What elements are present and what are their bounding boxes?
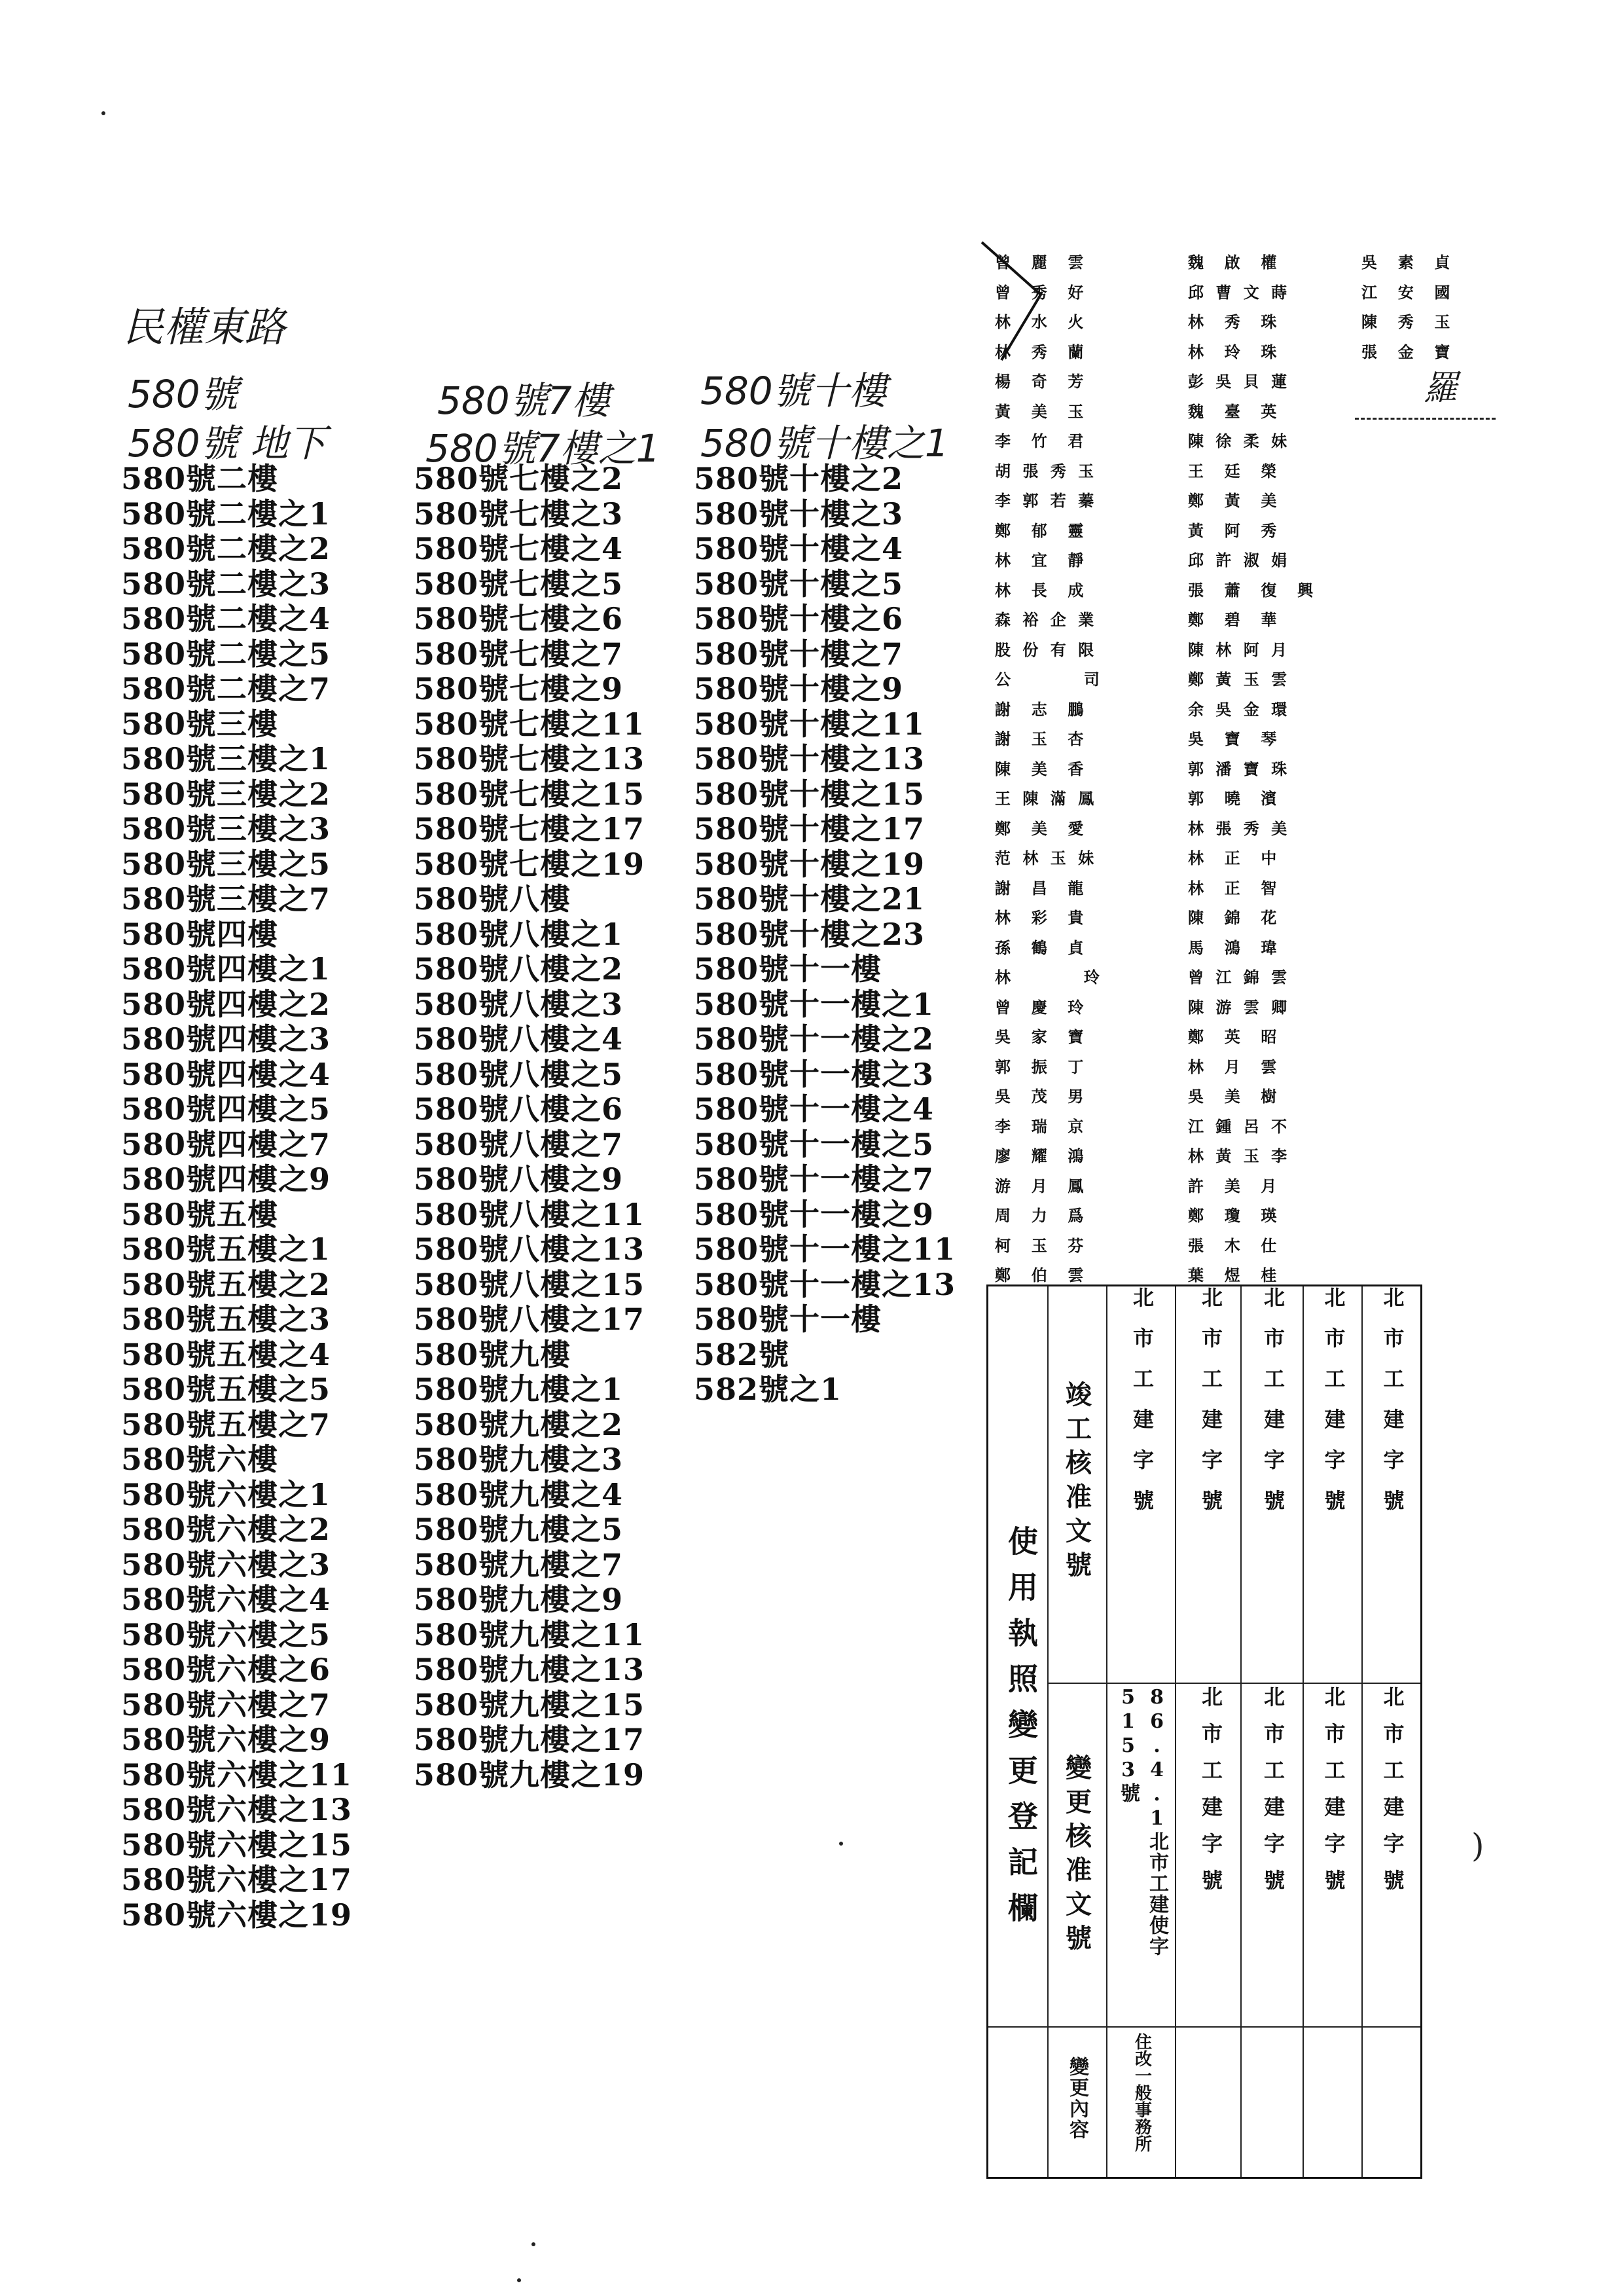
address-entry: 580號七樓之2 — [414, 461, 624, 496]
address-entry: 580號八樓之7 — [414, 1126, 624, 1162]
check-mark-icon — [975, 236, 1054, 367]
street-name-handwritten: 民權東路 — [123, 303, 286, 351]
address-column-1 — [121, 462, 352, 1933]
address-entry: 580號六樓之13 — [121, 1792, 353, 1827]
col2-note-b: 580號7樓之1 — [425, 426, 660, 471]
address-entry: 580號七樓之3 — [414, 496, 624, 532]
address-entry: 580號五樓之7 — [121, 1406, 331, 1442]
address-entry: 580號二樓之7 — [121, 671, 331, 706]
address-entry: 580號六樓之15 — [121, 1827, 353, 1863]
address-entry: 580號七樓之15 — [414, 776, 645, 812]
address-entry: 580號八樓之2 — [414, 951, 624, 987]
address-entry: 580號十樓之2 — [694, 461, 904, 496]
address-entry: 580號九樓之4 — [414, 1476, 624, 1512]
address-entry: 580號四樓之9 — [121, 1161, 331, 1197]
address-entry: 580號六樓之19 — [121, 1897, 353, 1933]
address-entry: 580號十樓之5 — [694, 566, 904, 602]
top-right-handwritten-mark: 羅 — [1424, 369, 1458, 408]
address-entry: 580號九樓之5 — [414, 1512, 624, 1547]
address-entry: 580號八樓之4 — [414, 1021, 624, 1057]
address-entry: 580號七樓之4 — [414, 531, 624, 566]
address-entry: 582號之1 — [694, 1372, 842, 1407]
row3-approval: 北市工建字號 — [1261, 1686, 1285, 1906]
row4-completion: 北市工建字號 — [1321, 1286, 1346, 1530]
table-col-divider — [1361, 1286, 1363, 2177]
address-entry: 580號十樓之17 — [694, 811, 926, 847]
address-entry: 580號七樓之13 — [414, 741, 645, 776]
address-entry: 580號八樓之5 — [414, 1056, 624, 1092]
address-entry: 580號十一樓之9 — [694, 1196, 935, 1232]
address-entry: 580號九樓之13 — [414, 1652, 645, 1687]
row4-approval: 北市工建字號 — [1321, 1686, 1346, 1906]
address-entry: 580號十樓之11 — [694, 706, 926, 742]
address-entry: 580號九樓 — [414, 1336, 571, 1372]
address-entry: 580號六樓 — [121, 1442, 279, 1477]
address-entry: 580號六樓之4 — [121, 1582, 331, 1617]
table-col-divider — [1047, 1286, 1049, 2177]
address-entry: 580號八樓之13 — [414, 1231, 645, 1267]
table-col-divider — [1303, 1286, 1304, 2177]
address-entry: 580號四樓之5 — [121, 1091, 331, 1127]
scan-speck — [531, 2242, 535, 2246]
address-entry: 580號三樓之1 — [121, 741, 331, 776]
address-entry: 580號五樓之2 — [121, 1266, 331, 1302]
address-entry: 580號八樓之9 — [414, 1161, 624, 1197]
address-entry: 580號十一樓之1 — [694, 986, 935, 1022]
address-entry: 580號七樓之9 — [414, 671, 624, 706]
address-entry: 580號十樓之19 — [694, 846, 926, 882]
address-entry: 580號十樓之3 — [694, 496, 904, 532]
row1-completion: 北市工建字號 — [1130, 1286, 1155, 1530]
address-entry: 580號二樓之1 — [121, 496, 331, 532]
address-entry: 580號十樓之21 — [694, 881, 926, 917]
address-entry: 580號六樓之7 — [121, 1686, 331, 1722]
scan-speck — [517, 2278, 521, 2282]
address-entry: 580號六樓之2 — [121, 1512, 331, 1547]
address-entry: 580號十一樓 — [694, 951, 882, 987]
scan-mark: ) — [1471, 1827, 1484, 1865]
address-entry: 580號四樓之3 — [121, 1021, 331, 1057]
address-entry: 580號十一樓之5 — [694, 1126, 935, 1162]
address-entry: 580號六樓之6 — [121, 1652, 331, 1687]
col3-note-a: 580號十樓 — [700, 369, 887, 413]
address-entry: 580號三樓之2 — [121, 776, 331, 812]
address-entry: 580號四樓之4 — [121, 1056, 331, 1092]
address-entry: 580號十一樓之4 — [694, 1091, 935, 1127]
owner-list-column-a: 曾 麗 雲 曾 秀 好 林 水 火 林 秀 蘭 楊 奇 芳 黃 美 玉 李 竹 君 胡 張 秀 玉 李 郭 若 蓁 鄭 郁 靈 林 宜 靜 林 長 成 森 裕 企 業 股 份 有 限 公 司 謝 志 鵬 謝 玉 杏 陳 美 香 王 陳 滿 鳳 鄭 美 愛 范 林 玉 妹 謝 昌 龍 林 彩 貴 孫 鶴 貞 林 玲 曾 慶 玲 吳 家 寶 郭 振 丁 吳 茂 男 李 瑞 京 廖 耀 鴻 游 月 鳳 周 力 爲 柯 玉 芬 鄭 伯 雲 — [995, 253, 1103, 1285]
address-entry: 580號五樓 — [121, 1196, 279, 1232]
address-entry: 580號二樓之5 — [121, 636, 331, 672]
address-column-2 — [414, 462, 645, 1793]
address-entry: 580號五樓之4 — [121, 1336, 331, 1372]
address-entry: 580號五樓之5 — [121, 1372, 331, 1407]
table-col-divider — [1240, 1286, 1242, 2177]
address-entry: 580號八樓之6 — [414, 1091, 624, 1127]
address-entry: 580號九樓之9 — [414, 1582, 624, 1617]
registry-table — [986, 1285, 1422, 2179]
address-entry: 580號八樓之17 — [414, 1302, 645, 1337]
address-entry: 580號八樓之1 — [414, 916, 624, 952]
address-entry: 580號十樓之6 — [694, 601, 904, 636]
address-entry: 580號六樓之17 — [121, 1862, 353, 1897]
address-entry: 580號六樓之11 — [121, 1757, 353, 1793]
address-entry: 580號十樓之4 — [694, 531, 904, 566]
col2-note-a: 580號7樓 — [437, 378, 610, 423]
address-entry: 580號六樓之9 — [121, 1722, 331, 1757]
address-entry: 580號二樓之4 — [121, 601, 331, 636]
address-entry: 580號八樓之11 — [414, 1196, 645, 1232]
address-entry: 580號十樓之15 — [694, 776, 926, 812]
address-entry: 580號九樓之17 — [414, 1722, 645, 1757]
address-entry: 580號十樓之13 — [694, 741, 926, 776]
address-entry: 580號七樓之17 — [414, 811, 645, 847]
scan-speck — [839, 1842, 843, 1846]
address-entry: 580號十樓之23 — [694, 916, 926, 952]
address-entry: 580號五樓之1 — [121, 1231, 331, 1267]
address-entry: 580號四樓之2 — [121, 986, 331, 1022]
address-entry: 580號十一樓之3 — [694, 1056, 935, 1092]
address-entry: 580號七樓之19 — [414, 846, 645, 882]
address-entry: 580號六樓之3 — [121, 1546, 331, 1582]
row5-approval: 北市工建字號 — [1380, 1686, 1405, 1906]
address-entry: 580號六樓之1 — [121, 1476, 331, 1512]
address-entry: 580號五樓之3 — [121, 1302, 331, 1337]
address-entry: 580號七樓之5 — [414, 566, 624, 602]
address-entry: 580號八樓之15 — [414, 1266, 645, 1302]
address-entry: 580號三樓之3 — [121, 811, 331, 847]
col-header-completion: 竣工核准文號 — [1061, 1381, 1092, 1585]
address-entry: 580號十一樓之7 — [694, 1161, 935, 1197]
col-header-approval: 變更核准文號 — [1061, 1754, 1092, 1958]
table-col-divider — [1175, 1286, 1176, 2177]
address-entry: 580號二樓 — [121, 461, 279, 496]
address-entry: 580號九樓之19 — [414, 1757, 645, 1793]
address-entry: 580號二樓之2 — [121, 531, 331, 566]
col-header-content: 變更內容 — [1066, 2056, 1088, 2140]
owner-list-column-b: 魏 啟 權 邱 曹 文 蒔 林 秀 珠 林 玲 珠 彭 吳 貝 蓮 魏 臺 英 陳 徐 柔 妹 王 廷 榮 鄭 黃 美 黃 阿 秀 邱 許 淑 娟 張 蕭 復 興 鄭 碧 華 陳 林 阿 月 鄭 黃 玉 雲 余 吳 金 環 吳 寶 琴 郭 潘 寶 珠 郭 曉 濱 林 張 秀 美 林 正 中 林 正 智 陳 錦 花 馬 鴻 瑋 曾 江 錦 雲 陳 游 雲 卿 鄭 英 昭 林 月 雲 吳 美 樹 江 鍾 呂 不 林 黃 玉 李 許 美 月 鄭 瓊 瑛 張 木 仕 葉 煜 桂 — [1188, 253, 1317, 1285]
table-title: 使用執照變更登記欄 — [1003, 1525, 1039, 1938]
address-entry: 580號九樓之1 — [414, 1372, 624, 1407]
address-entry: 580號七樓之11 — [414, 706, 645, 742]
address-entry: 580號九樓之15 — [414, 1686, 645, 1722]
address-entry: 580號九樓之11 — [414, 1616, 645, 1652]
address-column-3 — [694, 462, 956, 1408]
col1-note-a: 580號 — [128, 372, 238, 416]
address-entry: 580號八樓之3 — [414, 986, 624, 1022]
address-entry: 580號六樓之5 — [121, 1616, 331, 1652]
address-entry: 580號十一樓之13 — [694, 1266, 956, 1302]
address-entry: 580號十樓之9 — [694, 671, 904, 706]
owner-divider-line — [1355, 418, 1496, 420]
address-entry: 580號九樓之3 — [414, 1442, 624, 1477]
address-entry: 582號 — [694, 1336, 790, 1372]
table-col-divider — [1106, 1286, 1107, 2177]
address-entry: 580號三樓 — [121, 706, 279, 742]
address-entry: 580號四樓之1 — [121, 951, 331, 987]
address-entry: 580號二樓之3 — [121, 566, 331, 602]
address-entry: 580號十樓之7 — [694, 636, 904, 672]
address-entry: 580號四樓之7 — [121, 1126, 331, 1162]
address-entry: 580號十一樓 — [694, 1302, 882, 1337]
address-entry: 580號四樓 — [121, 916, 279, 952]
address-entry: 580號七樓之6 — [414, 601, 624, 636]
row3-completion: 北市工建字號 — [1261, 1286, 1285, 1530]
address-entry: 580號九樓之7 — [414, 1546, 624, 1582]
owner-list-column-c: 吳 素 貞 江 安 國 陳 秀 玉 張 金 寶 — [1361, 253, 1454, 361]
col1-note-b: 580號 地下 — [128, 421, 327, 465]
address-entry: 580號三樓之7 — [121, 881, 331, 917]
address-entry: 580號三樓之5 — [121, 846, 331, 882]
scan-speck — [101, 111, 105, 115]
address-entry: 580號九樓之2 — [414, 1406, 624, 1442]
table-row-divider — [1047, 1683, 1420, 1684]
row5-completion: 北市工建字號 — [1380, 1286, 1405, 1530]
row2-completion: 北市工建字號 — [1198, 1286, 1223, 1530]
row1-content: 住改一般事務所 — [1132, 2033, 1152, 2152]
address-entry: 580號十一樓之2 — [694, 1021, 935, 1057]
address-entry: 580號十一樓之11 — [694, 1231, 956, 1267]
address-entry: 580號七樓之7 — [414, 636, 624, 672]
table-row-divider — [988, 2026, 1420, 2028]
row2-approval: 北市工建字號 — [1198, 1686, 1223, 1906]
row1-approval: 86.4.1北市工建使字5153號 — [1117, 1686, 1168, 1957]
address-entry: 580號八樓 — [414, 881, 571, 917]
col3-note-b: 580號十樓之1 — [700, 421, 949, 465]
